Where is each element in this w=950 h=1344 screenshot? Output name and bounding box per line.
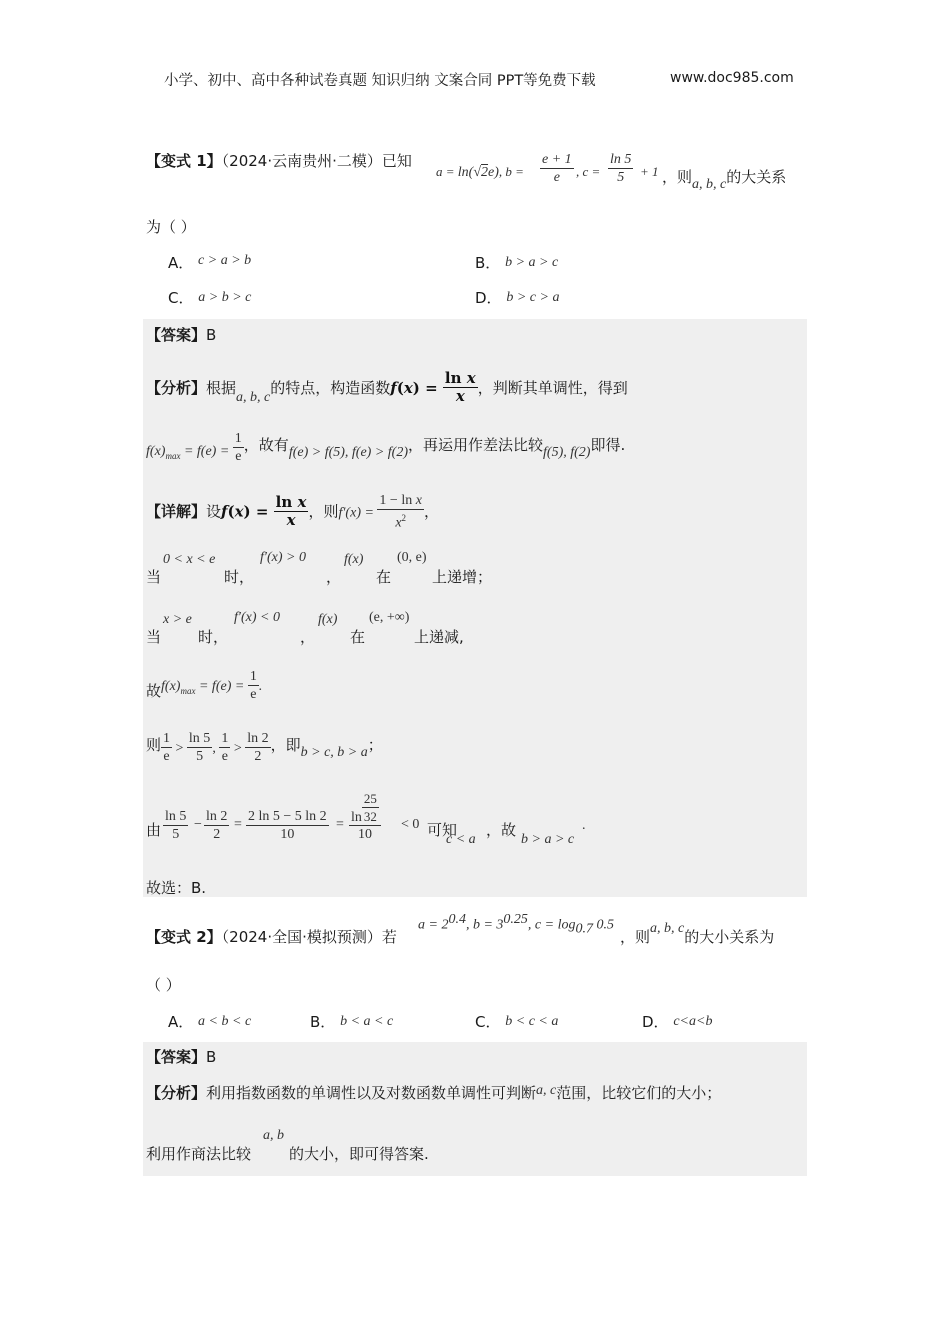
q2-definitions: $a = 2^{0.4}$, $b = 3^{0.25}$, $c = \log_{0.7} 0.5$ <box>418 912 614 937</box>
q2-analysis-line1: 【分析】利用指数函数的单调性以及对数函数单调性可判断a, c范围，比较它们的大小； <box>146 1083 722 1102</box>
q2-stem: 【变式 2】（2024·全国·模拟预测）若 <box>146 928 397 946</box>
q1-choose: 故选：B. <box>146 879 207 897</box>
q2-option-a[interactable]: A． a < b < c <box>168 1013 252 1031</box>
q2-analysis-line2: 利用作商法比较 a, b 的大小，即可得答案. <box>146 1128 429 1163</box>
q1-ask: ，则a, b, c的大关系 <box>662 168 787 192</box>
q1-option-d[interactable]: D． b > c > a <box>475 289 560 307</box>
q1-tag: 【变式 1】 <box>146 152 222 170</box>
q1-source: （2024·云南贵州·二模）已知 <box>221 152 412 170</box>
q1-detail-line4: 故$f(x)_{max} = f(e)$ = $\frac{1}{e}$ . <box>146 669 263 702</box>
q1-detail-line3: 当 x > e 时， f′(x) < 0 ， f(x) 在 (e, +∞) 上递减, <box>146 610 464 646</box>
q2-answer: 【答案】B <box>146 1048 217 1066</box>
q1-analysis-line1: 【分析】根据a, b, c的特点，构造函数f(x) = $\frac{\text{ln x}}{x}$ ，判断其单调性，得到 <box>146 369 628 405</box>
q1-detail-line6: 由 $\frac{\ln 5}{5}$ − $\frac{\ln 2}{2}$ = $\frac{2 \ln 5 - 5 \ln 2}{10}$ = ln $\frac{25}{32}$ 10 < 0 可知 c < a ，故 b > a > c . <box>146 791 586 847</box>
q1-option-a[interactable]: A． c > a > b <box>168 253 252 272</box>
q1-option-c[interactable]: C． a > b > c <box>168 289 252 307</box>
header-left-text: 小学、初中、高中各种试卷真题 知识归纳 文案合同 PPT等免费下载 <box>164 73 596 89</box>
q1-paren: 为（ ） <box>146 218 196 236</box>
q1-answer: 【答案】B <box>146 326 217 344</box>
q2-ask: ，则a, b, c的大小关系为 <box>620 921 775 946</box>
q1-detail-line1: 【详解】设f(x) = $\frac{\text{ln x}}{x}$ ，则f′(x) = $\frac{\text{1 − ln x}}{x^2}$ ， <box>146 493 439 531</box>
q1-option-b[interactable]: B． b > a > c <box>475 254 559 272</box>
q1-detail-line2: 当 0 < x < e 时， f′(x) > 0 ， f(x) 在 (0, e) 上递增； <box>146 550 493 586</box>
q2-option-c[interactable]: C． b < c < a <box>475 1013 559 1031</box>
q1-detail-line5: 则 $\frac{1}{e}$ > $\frac{\ln 5}{5}$ , $\frac{1}{e}$ > $\frac{\ln 2}{2}$ ，即b > c, b > a； <box>146 731 383 764</box>
q2-option-d[interactable]: D． c<a<b <box>642 1013 713 1031</box>
header-url[interactable]: www.doc985.com <box>670 70 794 86</box>
q1-stem <box>146 150 412 171</box>
q2-paren: （ ） <box>146 976 181 994</box>
q1-analysis-line2: $f(x)_{max} = f(e)$ = $\frac{1}{e}$ ，故有f(e) > f(5), f(e) > f(2)，再运用作差法比较f(5), f(2)即得. <box>146 431 626 464</box>
q2-option-b[interactable]: B． b < a < c <box>310 1013 394 1031</box>
